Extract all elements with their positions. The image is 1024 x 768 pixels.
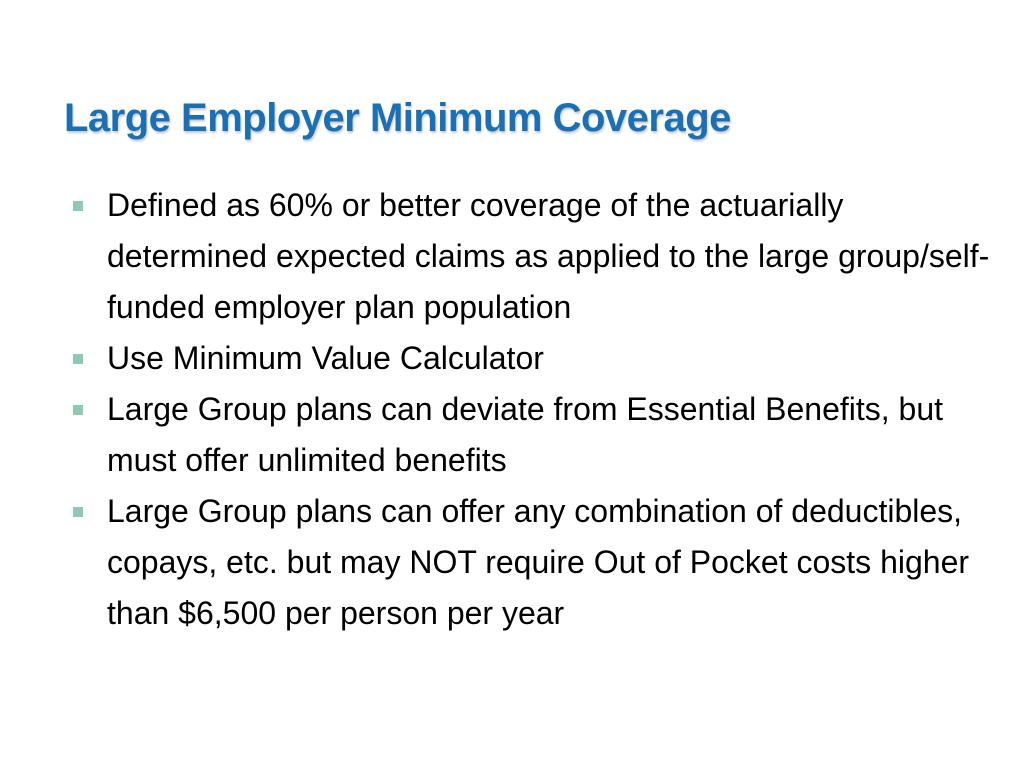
square-bullet-icon <box>73 507 83 517</box>
bullet-item-out-of-pocket <box>70 486 990 639</box>
square-bullet-icon <box>73 354 83 364</box>
bullet-item-calculator <box>70 333 990 384</box>
bullet-text: Use Minimum Value Calculator <box>107 340 544 376</box>
bullet-item-coverage-definition <box>70 180 990 333</box>
square-bullet-icon <box>73 201 83 211</box>
slide-title: Large Employer Minimum Coverage <box>64 96 731 140</box>
bullet-text: Defined as 60% or better coverage of the actuarially determined expected claims as applied to the large group/self-funded employer plan population <box>107 187 990 325</box>
bullet-item-essential-benefits <box>70 384 990 486</box>
bullet-text: Large Group plans can offer any combination of deductibles, copays, etc. but may NOT require Out of Pocket costs higher than $6,500 per person per year <box>107 493 970 631</box>
bullet-list <box>70 180 990 639</box>
bullet-text: Large Group plans can deviate from Essential Benefits, but must offer unlimited benefits <box>107 391 944 478</box>
square-bullet-icon <box>73 405 83 415</box>
